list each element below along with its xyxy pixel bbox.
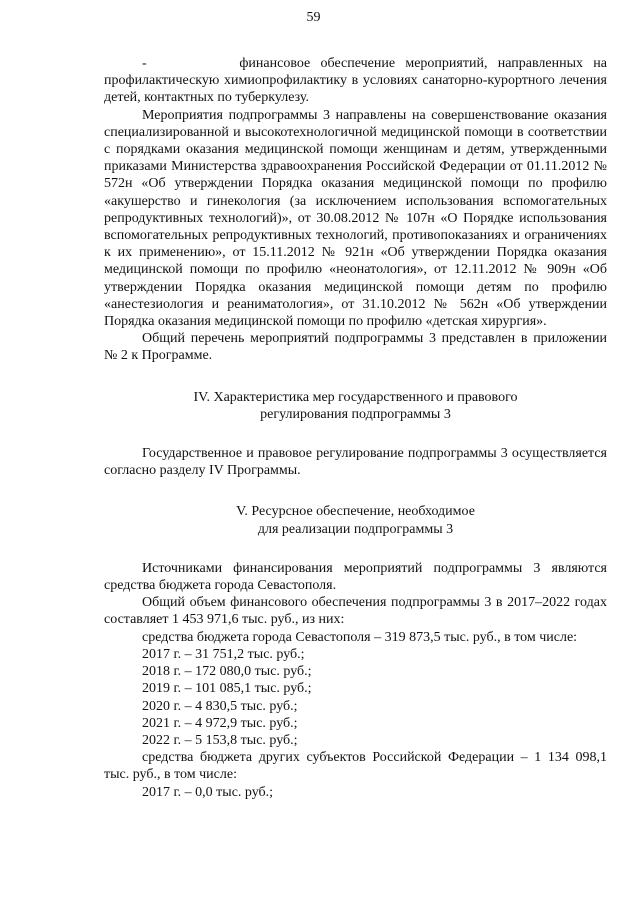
section-heading-v [104, 503, 607, 537]
heading-v-line1: V. Ресурсное обеспечение, необходимое [236, 504, 475, 520]
paragraph-total-volume: Общий объем финансового обеспечения подпрограммы 3 в 2017–2022 годах составляет 1 453 971,6 тыс. руб., из них: [104, 595, 607, 628]
list-item-sevastopol-2019: 2019 г. – 101 085,1 тыс. руб.; [142, 681, 312, 697]
heading-v-line2: для реализации подпрограммы 3 [257, 521, 454, 537]
section-heading-iv [104, 389, 607, 423]
paragraph-general-list: Общий перечень мероприятий подпрограммы 3 представлен в приложении № 2 к Программе. [104, 331, 607, 364]
paragraph-financing-bullet: - финансовое обеспечение мероприятий, направленных на профилактическую химиопрофилактику в условиях санаторно-курортного лечения детей, контактных по туберкулезу. [104, 56, 607, 106]
page-number: 59 [306, 10, 321, 25]
heading-iv-line1: IV. Характеристика мер государственного и правового [193, 389, 518, 405]
list-item-sevastopol-2018: 2018 г. – 172 080,0 тыс. руб.; [142, 664, 312, 680]
paragraph-funding-sources: Источниками финансирования мероприятий подпрограммы 3 являются средства бюджета города Севастополя. [104, 560, 607, 594]
list-item-sevastopol-2020: 2020 г. – 4 830,5 тыс. руб.; [142, 698, 298, 714]
list-item-sevastopol-2021: 2021 г. – 4 972,9 тыс. руб.; [142, 715, 298, 731]
paragraph-other-subjects: средства бюджета других субъектов Российской Федерации – 1 134 098,1 тыс. руб., в том числе: [104, 750, 607, 783]
list-item-sevastopol-2022: 2022 г. – 5 153,8 тыс. руб.; [142, 732, 298, 748]
list-item-other-2017: 2017 г. – 0,0 тыс. руб.; [142, 784, 274, 800]
heading-iv-line2: регулирования подпрограммы 3 [260, 406, 451, 422]
list-item-sevastopol-2017: 2017 г. – 31 751,2 тыс. руб.; [142, 646, 305, 662]
paragraph-measures: Мероприятия подпрограммы 3 направлены на совершенствование оказания специализированной и высокотехнологичной медицинской помощи в соответствии с порядками оказания медицинской помощи женщинам и детям, утвержденными приказами Министерства здравоохранения Российской Федерации от 01.11.2012 № 572н «Об утверждении Порядка оказания медицинской помощи по профилю «акушерство и гинекология (за исключением использования вспомогательных репродуктивных технологий)», от 30.08.2012 № 107н «О Порядке использования вспомогательных репродуктивных технологий, противопоказаниях и ограничениях к их применению», от 15.11.2012 № 921н «Об утверждении Порядка оказания медицинской помощи по профилю «неонатология», от 12.11.2012 № 909н «Об утверждении Порядка оказания медицинской помощи детям по профилю «анестезиология и реаниматология», от 31.10.2012 № 562н «Об утверждении Порядка оказания медицинской помощи по профилю «детская хирургия». [104, 107, 607, 330]
document-body [104, 55, 607, 801]
paragraph-sevastopol-budget: средства бюджета города Севастополя – 319 873,5 тыс. руб., в том числе: [142, 629, 578, 645]
paragraph-regulation: Государственное и правовое регулирование подпрограммы 3 осуществляется согласно разделу IV Программы. [104, 446, 607, 479]
